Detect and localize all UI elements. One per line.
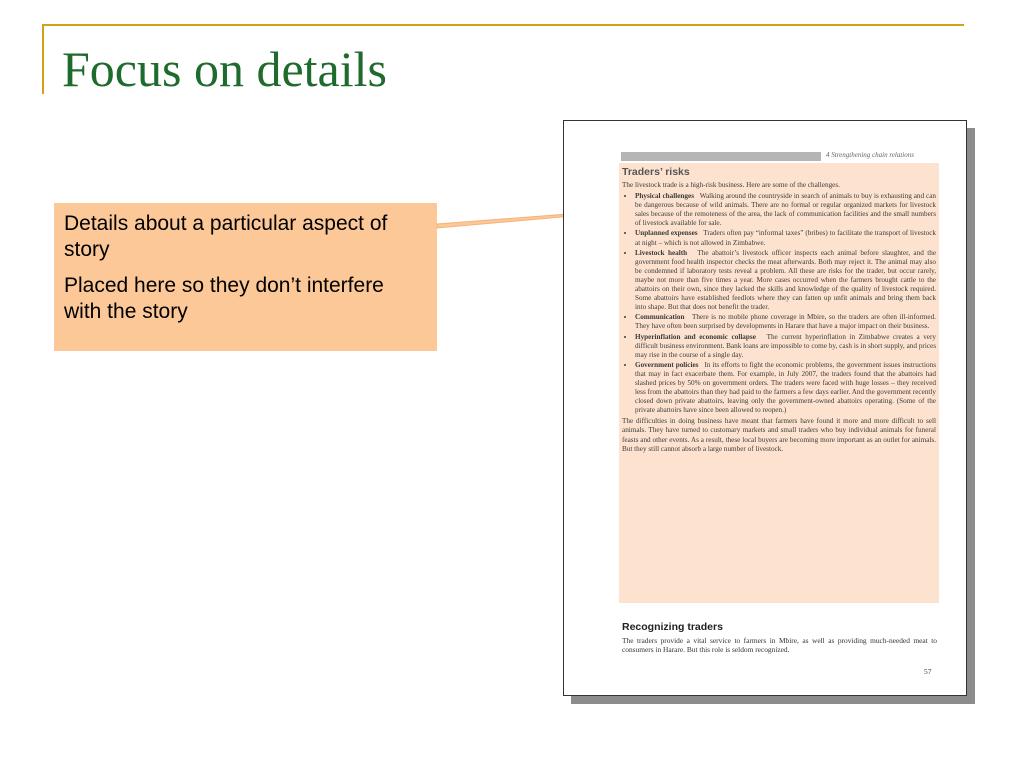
risk-text: The current hyperinflation in Zimbabwe creates a very difficult business environment. Bank loans are impossible to come by, cash is in short supply, and prices may rise in the course of a single day. (635, 332, 936, 359)
risk-term: Hyperinflation and economic collapse (635, 332, 756, 341)
risk-term: Communication (635, 313, 685, 322)
risk-item (635, 313, 936, 331)
risk-term: Physical challenges (635, 192, 695, 201)
risk-item (635, 229, 936, 247)
sidebar-intro: The livestock trade is a high-risk business. Here are some of the challenges. (622, 181, 840, 189)
sidebar-closing: The difficulties in doing business have meant that farmers have found it more and more difficult to sell animals. They have turned to customary markets and small traders who buy individual animals for funeral feasts and other events. As a result, these local buyers are becoming more important as an outlet for animals. But they still cannot absorb a large number of livestock. (622, 417, 936, 453)
risk-text: There is no mobile phone coverage in Mbire, so the traders are often ill-informed. They have often been surprised by developments in Harare that have a major impact on their business. (635, 313, 937, 331)
sidebar-box (619, 163, 939, 603)
risk-item (635, 361, 936, 416)
slide-title: Focus on details (62, 41, 387, 97)
section-heading: Recognizing traders (622, 621, 723, 633)
callout-line-2: Placed here so they don’t interfere with the story (64, 274, 384, 323)
risk-text: Traders often pay “informal taxes” (bribes) to facilitate the transport of livestock at night – which is not allowed in Zimbabwe. (635, 229, 936, 247)
risk-item (635, 249, 936, 313)
page-number: 57 (924, 667, 932, 676)
book-page (563, 120, 967, 696)
risk-term: Livestock health (635, 248, 688, 257)
risk-text: The abattoir’s livestock officer inspects each animal before slaughter, and the government food health inspector checks the meat afterwards. Both may reject it. The animal may also be condemned if laboratory tests reveal a problem. All these are risks for the trader, but occur rarely, maybe not more than five times a year. More cases occurred when the farmers brought cattle to the abattoirs on their own, since they lacked the skills and knowledge of the quality of livestock required. Some abattoirs have established feedlots where they can fatten up unfit animals and bring them back into shape. But that does not benefit the trader. (635, 248, 937, 312)
section-body: The traders provide a vital service to farmers in Mbire, as well as providing much-needed meat to consumers in Harare. But this role is seldom recognized. (622, 636, 937, 655)
risk-text: In its efforts to fight the economic problems, the government issues instructions that may in fact exacerbate them. For example, in July 2007, the traders found that the abattoirs had slashed prices by 50% on government orders. The traders were faced with huge losses – they received less from the abattoirs than they had paid to the farmers a few days earlier. And the government recently closed down private abattoirs, leaving only the government-owned abattoirs operating. (Some of the private abattoirs have since been allowed to reopen.) (635, 360, 937, 415)
running-header: 4 Strengthening chain relations (826, 151, 914, 159)
risk-list (622, 192, 936, 415)
risk-item (635, 333, 936, 360)
risk-text: Walking around the countryside in search of animals to buy is exhausting and can be dangerous because of wild animals. There are no formal or regular organized markets for livestock sales because of the remoteness of the area, the lack of communication facilities and the small numbers of livestock available for sale. (635, 192, 936, 228)
callout-line-1: Details about a particular aspect of story (64, 212, 388, 261)
running-header-bar (621, 152, 821, 161)
sidebar-heading: Traders’ risks (622, 166, 690, 178)
risk-term: Government policies (635, 360, 699, 369)
risk-term: Unplanned expenses (635, 229, 698, 238)
risk-item (635, 192, 936, 228)
